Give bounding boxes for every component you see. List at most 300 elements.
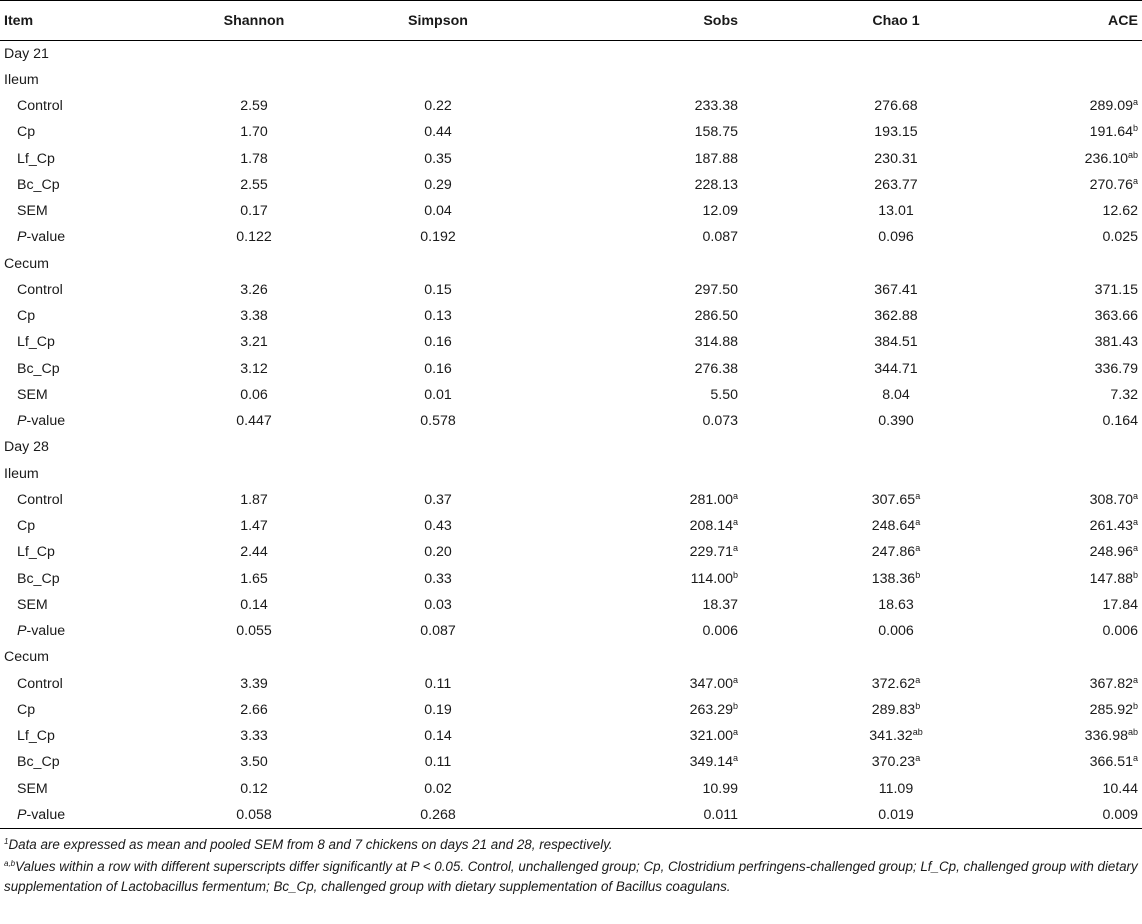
cell-value: 247.86 bbox=[871, 544, 916, 561]
cell-value: 0.14 bbox=[424, 728, 452, 745]
cell-ace bbox=[974, 513, 1142, 539]
cell-value: 3.33 bbox=[240, 728, 268, 745]
cell-shannon bbox=[180, 382, 328, 408]
cell-sobs bbox=[548, 356, 768, 382]
cell-chao1 bbox=[768, 408, 974, 434]
cell-superscript: ab bbox=[1127, 149, 1138, 160]
cell-simpson bbox=[328, 671, 548, 697]
cell-chao1 bbox=[768, 592, 974, 618]
cell-shannon bbox=[180, 697, 328, 723]
cell-value: 1.78 bbox=[240, 150, 268, 167]
cell-simpson bbox=[328, 461, 548, 487]
table-row bbox=[0, 749, 1142, 775]
cell-sobs bbox=[548, 329, 768, 355]
cell-simpson bbox=[328, 749, 548, 775]
cell-value: 0.011 bbox=[703, 806, 738, 823]
table-row bbox=[0, 697, 1142, 723]
cell-value: 0.390 bbox=[878, 413, 914, 430]
cell-simpson bbox=[328, 277, 548, 303]
cell-chao1 bbox=[768, 303, 974, 329]
cell-chao1 bbox=[768, 539, 974, 565]
cell-superscript: a bbox=[732, 543, 738, 554]
cell-superscript: b bbox=[915, 569, 921, 580]
cell-value: 0.192 bbox=[420, 229, 456, 246]
cell-chao1 bbox=[768, 776, 974, 802]
table-row bbox=[0, 329, 1142, 355]
row-label: Bc_Cp bbox=[17, 360, 60, 377]
cell-shannon bbox=[180, 198, 328, 224]
cell-value: 0.43 bbox=[424, 518, 452, 535]
cell-ace bbox=[974, 146, 1142, 172]
cell-value: 276.68 bbox=[874, 98, 918, 115]
cell-sobs bbox=[548, 723, 768, 749]
cell-superscript: ab bbox=[1127, 727, 1138, 738]
cell-superscript: a bbox=[915, 674, 921, 685]
cell-chao1 bbox=[768, 146, 974, 172]
cell-shannon bbox=[180, 172, 328, 198]
header-shannon: Shannon bbox=[180, 1, 328, 41]
p-suffix: -value bbox=[26, 623, 66, 640]
cell-value: 0.164 bbox=[1102, 413, 1138, 430]
cell-superscript: a bbox=[915, 517, 921, 528]
p-suffix: -value bbox=[26, 229, 66, 246]
cell-value: 371.15 bbox=[1094, 281, 1138, 298]
cell-sobs bbox=[548, 644, 768, 670]
cell-value: 0.17 bbox=[240, 203, 268, 220]
cell-shannon bbox=[180, 566, 328, 592]
cell-shannon bbox=[180, 356, 328, 382]
cell-value: 2.44 bbox=[240, 544, 268, 561]
cell-value: 3.38 bbox=[240, 308, 268, 325]
cell-sobs bbox=[548, 119, 768, 145]
cell-sobs bbox=[548, 802, 768, 828]
table-row bbox=[0, 303, 1142, 329]
cell-sobs bbox=[548, 303, 768, 329]
row-label bbox=[0, 802, 180, 828]
cell-chao1 bbox=[768, 67, 974, 93]
cell-value: 261.43 bbox=[1089, 518, 1133, 535]
cell-simpson bbox=[328, 146, 548, 172]
cell-ace bbox=[974, 356, 1142, 382]
cell-value: 0.02 bbox=[424, 780, 452, 797]
cell-simpson bbox=[328, 644, 548, 670]
cell-sobs bbox=[548, 487, 768, 513]
cell-chao1 bbox=[768, 172, 974, 198]
cell-sobs bbox=[548, 408, 768, 434]
section-label: Cecum bbox=[4, 255, 49, 272]
cell-value: 3.26 bbox=[240, 281, 268, 298]
cell-value: 0.16 bbox=[424, 360, 452, 377]
cell-value: 367.41 bbox=[874, 281, 918, 298]
cell-ace bbox=[974, 93, 1142, 119]
cell-sobs bbox=[548, 592, 768, 618]
table-row bbox=[0, 776, 1142, 802]
table-row bbox=[0, 408, 1142, 434]
cell-ace bbox=[974, 776, 1142, 802]
cell-value: 362.88 bbox=[874, 308, 918, 325]
p-italic: P bbox=[17, 806, 27, 823]
cell-simpson bbox=[328, 224, 548, 250]
cell-value: 0.04 bbox=[424, 203, 452, 220]
table-row bbox=[0, 356, 1142, 382]
cell-shannon bbox=[180, 671, 328, 697]
cell-superscript: a bbox=[732, 727, 738, 738]
row-label bbox=[0, 408, 180, 434]
cell-value: 0.087 bbox=[420, 623, 456, 640]
cell-sobs bbox=[548, 776, 768, 802]
cell-superscript: a bbox=[915, 490, 921, 501]
row-label: Control bbox=[17, 281, 63, 298]
cell-value: 336.79 bbox=[1094, 360, 1138, 377]
table-row bbox=[0, 618, 1142, 644]
p-italic: P bbox=[17, 623, 27, 640]
table-row bbox=[0, 146, 1142, 172]
table-row bbox=[0, 277, 1142, 303]
cell-sobs bbox=[548, 198, 768, 224]
cell-superscript: b bbox=[1132, 700, 1138, 711]
cell-sobs bbox=[548, 277, 768, 303]
cell-sobs bbox=[548, 67, 768, 93]
row-label: Lf_Cp bbox=[17, 150, 55, 167]
cell-simpson bbox=[328, 356, 548, 382]
cell-value: 314.88 bbox=[694, 334, 738, 351]
cell-simpson bbox=[328, 67, 548, 93]
cell-shannon bbox=[180, 618, 328, 644]
row-label: SEM bbox=[17, 780, 48, 797]
table-row bbox=[0, 198, 1142, 224]
header-item: Item bbox=[0, 1, 180, 41]
cell-ace bbox=[974, 408, 1142, 434]
cell-shannon bbox=[180, 93, 328, 119]
cell-value: 191.64 bbox=[1089, 124, 1133, 141]
cell-sobs bbox=[548, 382, 768, 408]
cell-value: 0.13 bbox=[424, 308, 452, 325]
table-row bbox=[0, 723, 1142, 749]
header-chao1: Chao 1 bbox=[768, 1, 974, 41]
cell-chao1 bbox=[768, 644, 974, 670]
cell-value: 10.99 bbox=[702, 780, 738, 797]
cell-ace bbox=[974, 277, 1142, 303]
cell-superscript: a bbox=[1132, 674, 1138, 685]
cell-value: 0.01 bbox=[424, 386, 452, 403]
cell-value: 187.88 bbox=[694, 150, 738, 167]
cell-value: 0.578 bbox=[420, 413, 456, 430]
cell-simpson bbox=[328, 172, 548, 198]
cell-sobs bbox=[548, 146, 768, 172]
cell-value: 248.64 bbox=[871, 518, 916, 535]
cell-chao1 bbox=[768, 566, 974, 592]
cell-simpson bbox=[328, 592, 548, 618]
cell-value: 372.62 bbox=[871, 675, 916, 692]
row-label: Cp bbox=[17, 308, 36, 325]
footnote-2-text: Values within a row with different superscripts differ significantly at P < 0.05. Control, unchallenged group; Cp, Clostridium perfringens-challenged group; Lf_Cp, challenged group with dietary supplementation of Lactobacillus fermentum; Bc_Cp, challenged group with dietary supplementation of Bacillus coagulans. bbox=[4, 858, 1138, 894]
row-label: SEM bbox=[17, 596, 48, 613]
cell-value: 0.006 bbox=[878, 623, 914, 640]
cell-simpson bbox=[328, 303, 548, 329]
cell-sobs bbox=[548, 251, 768, 277]
cell-value: 10.44 bbox=[1102, 780, 1138, 797]
cell-value: 138.36 bbox=[871, 570, 916, 587]
cell-shannon bbox=[180, 408, 328, 434]
cell-value: 7.32 bbox=[1110, 386, 1138, 403]
cell-ace bbox=[974, 592, 1142, 618]
cell-value: 0.44 bbox=[424, 124, 452, 141]
cell-chao1 bbox=[768, 723, 974, 749]
cell-value: 0.447 bbox=[236, 413, 272, 430]
cell-value: 0.29 bbox=[424, 176, 452, 193]
cell-ace bbox=[974, 119, 1142, 145]
cell-value: 0.058 bbox=[236, 806, 272, 823]
table-row bbox=[0, 539, 1142, 565]
cell-value: 0.03 bbox=[424, 596, 452, 613]
cell-ace bbox=[974, 461, 1142, 487]
cell-value: 307.65 bbox=[871, 491, 916, 508]
row-label: SEM bbox=[17, 386, 48, 403]
row-label: Control bbox=[17, 98, 63, 115]
cell-value: 208.14 bbox=[689, 518, 733, 535]
section-row bbox=[0, 461, 1142, 487]
cell-value: 3.12 bbox=[240, 360, 268, 377]
cell-value: 0.11 bbox=[424, 675, 452, 692]
cell-simpson bbox=[328, 382, 548, 408]
cell-sobs bbox=[548, 671, 768, 697]
cell-simpson bbox=[328, 93, 548, 119]
cell-ace bbox=[974, 566, 1142, 592]
section-row bbox=[0, 644, 1142, 670]
footnote-2-marker: a,b bbox=[4, 858, 16, 868]
cell-chao1 bbox=[768, 697, 974, 723]
cell-value: 0.06 bbox=[240, 386, 268, 403]
cell-chao1 bbox=[768, 277, 974, 303]
cell-value: 0.12 bbox=[240, 780, 268, 797]
cell-ace bbox=[974, 487, 1142, 513]
cell-simpson bbox=[328, 618, 548, 644]
cell-simpson bbox=[328, 697, 548, 723]
cell-chao1 bbox=[768, 487, 974, 513]
cell-value: 233.38 bbox=[694, 98, 738, 115]
cell-ace bbox=[974, 329, 1142, 355]
cell-ace bbox=[974, 224, 1142, 250]
cell-value: 0.009 bbox=[1102, 806, 1138, 823]
cell-value: 263.29 bbox=[689, 701, 733, 718]
p-italic: P bbox=[17, 413, 27, 430]
table-row bbox=[0, 487, 1142, 513]
cell-ace bbox=[974, 303, 1142, 329]
table-row bbox=[0, 172, 1142, 198]
section-label: Ileum bbox=[4, 465, 39, 482]
cell-shannon bbox=[180, 434, 328, 460]
cell-ace bbox=[974, 697, 1142, 723]
cell-shannon bbox=[180, 329, 328, 355]
cell-ace bbox=[974, 382, 1142, 408]
cell-value: 286.50 bbox=[694, 308, 738, 325]
cell-simpson bbox=[328, 434, 548, 460]
table-row bbox=[0, 93, 1142, 119]
cell-superscript: b bbox=[1132, 569, 1138, 580]
cell-ace bbox=[974, 749, 1142, 775]
header-simpson: Simpson bbox=[328, 1, 548, 41]
cell-superscript: a bbox=[732, 517, 738, 528]
cell-simpson bbox=[328, 198, 548, 224]
cell-shannon bbox=[180, 146, 328, 172]
cell-value: 8.04 bbox=[882, 386, 910, 403]
section-label: Cecum bbox=[4, 649, 49, 666]
cell-value: 18.37 bbox=[702, 596, 738, 613]
p-italic: P bbox=[17, 229, 27, 246]
cell-superscript: a bbox=[1132, 753, 1138, 764]
row-label: Cp bbox=[17, 124, 36, 141]
section-row bbox=[0, 67, 1142, 93]
cell-simpson bbox=[328, 119, 548, 145]
cell-shannon bbox=[180, 513, 328, 539]
cell-value: 147.88 bbox=[1089, 570, 1133, 587]
row-label: Bc_Cp bbox=[17, 754, 60, 771]
cell-simpson bbox=[328, 723, 548, 749]
cell-superscript: a bbox=[732, 753, 738, 764]
cell-simpson bbox=[328, 566, 548, 592]
cell-value: 230.31 bbox=[874, 150, 918, 167]
cell-value: 2.59 bbox=[240, 98, 268, 115]
cell-value: 13.01 bbox=[878, 203, 914, 220]
cell-value: 0.096 bbox=[878, 229, 914, 246]
p-suffix: -value bbox=[26, 413, 66, 430]
cell-chao1 bbox=[768, 434, 974, 460]
cell-sobs bbox=[548, 566, 768, 592]
cell-value: 289.83 bbox=[871, 701, 916, 718]
row-label: Cp bbox=[17, 518, 36, 535]
cell-simpson bbox=[328, 329, 548, 355]
cell-value: 0.019 bbox=[878, 806, 914, 823]
cell-sobs bbox=[548, 434, 768, 460]
section-row bbox=[0, 41, 1142, 67]
cell-value: 193.15 bbox=[874, 124, 918, 141]
footnote-1 bbox=[4, 835, 1138, 855]
cell-value: 0.087 bbox=[702, 229, 738, 246]
cell-superscript: a bbox=[1132, 490, 1138, 501]
cell-value: 0.025 bbox=[1102, 229, 1138, 246]
cell-shannon bbox=[180, 277, 328, 303]
cell-value: 366.51 bbox=[1089, 754, 1133, 771]
cell-ace bbox=[974, 67, 1142, 93]
cell-ace bbox=[974, 671, 1142, 697]
cell-value: 3.21 bbox=[240, 334, 268, 351]
row-label: Control bbox=[17, 675, 63, 692]
cell-value: 289.09 bbox=[1089, 98, 1133, 115]
cell-shannon bbox=[180, 802, 328, 828]
row-label: Lf_Cp bbox=[17, 334, 55, 351]
cell-ace bbox=[974, 434, 1142, 460]
table-row bbox=[0, 513, 1142, 539]
cell-value: 297.50 bbox=[694, 281, 738, 298]
cell-superscript: a bbox=[732, 490, 738, 501]
table-row bbox=[0, 382, 1142, 408]
cell-chao1 bbox=[768, 329, 974, 355]
footnote-2 bbox=[4, 857, 1138, 897]
cell-shannon bbox=[180, 224, 328, 250]
cell-chao1 bbox=[768, 119, 974, 145]
cell-superscript: b bbox=[732, 569, 738, 580]
table-row bbox=[0, 671, 1142, 697]
cell-chao1 bbox=[768, 461, 974, 487]
cell-superscript: b bbox=[915, 700, 921, 711]
cell-value: 281.00 bbox=[689, 491, 733, 508]
cell-sobs bbox=[548, 224, 768, 250]
cell-ace bbox=[974, 618, 1142, 644]
header-row bbox=[0, 1, 1142, 41]
table-row bbox=[0, 224, 1142, 250]
cell-value: 2.55 bbox=[240, 176, 268, 193]
cell-superscript: a bbox=[1132, 97, 1138, 108]
row-label bbox=[0, 618, 180, 644]
row-label: Lf_Cp bbox=[17, 544, 55, 561]
cell-simpson bbox=[328, 776, 548, 802]
cell-superscript: a bbox=[915, 753, 921, 764]
cell-value: 321.00 bbox=[689, 728, 733, 745]
header-ace: ACE bbox=[974, 1, 1142, 41]
cell-value: 12.62 bbox=[1102, 203, 1138, 220]
cell-ace bbox=[974, 172, 1142, 198]
cell-ace bbox=[974, 802, 1142, 828]
cell-value: 0.055 bbox=[236, 623, 272, 640]
cell-shannon bbox=[180, 644, 328, 670]
cell-value: 0.19 bbox=[424, 701, 452, 718]
cell-value: 1.87 bbox=[240, 491, 268, 508]
cell-value: 0.16 bbox=[424, 334, 452, 351]
cell-value: 11.09 bbox=[878, 780, 914, 797]
cell-ace bbox=[974, 41, 1142, 67]
cell-value: 248.96 bbox=[1089, 544, 1133, 561]
cell-value: 5.50 bbox=[710, 386, 738, 403]
cell-superscript: a bbox=[732, 674, 738, 685]
cell-value: 263.77 bbox=[874, 176, 918, 193]
footnote-1-marker: 1 bbox=[4, 836, 9, 846]
cell-chao1 bbox=[768, 41, 974, 67]
cell-ace bbox=[974, 723, 1142, 749]
cell-ace bbox=[974, 644, 1142, 670]
cell-shannon bbox=[180, 539, 328, 565]
header-sobs: Sobs bbox=[548, 1, 768, 41]
cell-value: 370.23 bbox=[871, 754, 916, 771]
cell-shannon bbox=[180, 749, 328, 775]
cell-value: 308.70 bbox=[1089, 491, 1133, 508]
cell-value: 349.14 bbox=[689, 754, 733, 771]
cell-value: 0.20 bbox=[424, 544, 452, 561]
cell-chao1 bbox=[768, 356, 974, 382]
cell-value: 0.33 bbox=[424, 570, 452, 587]
cell-value: 347.00 bbox=[689, 675, 733, 692]
cell-chao1 bbox=[768, 802, 974, 828]
cell-value: 229.71 bbox=[689, 544, 733, 561]
cell-value: 363.66 bbox=[1094, 308, 1138, 325]
cell-value: 0.122 bbox=[236, 229, 272, 246]
cell-chao1 bbox=[768, 93, 974, 119]
row-label: Lf_Cp bbox=[17, 728, 55, 745]
cell-sobs bbox=[548, 93, 768, 119]
cell-shannon bbox=[180, 487, 328, 513]
cell-value: 270.76 bbox=[1089, 176, 1133, 193]
table-row bbox=[0, 592, 1142, 618]
cell-value: 0.268 bbox=[420, 806, 456, 823]
row-label: Bc_Cp bbox=[17, 176, 60, 193]
table-row bbox=[0, 566, 1142, 592]
cell-value: 114.00 bbox=[690, 570, 733, 587]
cell-shannon bbox=[180, 461, 328, 487]
table-row bbox=[0, 802, 1142, 828]
cell-value: 285.92 bbox=[1089, 701, 1133, 718]
cell-value: 17.84 bbox=[1102, 596, 1138, 613]
cell-value: 384.51 bbox=[874, 334, 918, 351]
cell-value: 0.006 bbox=[702, 623, 738, 640]
